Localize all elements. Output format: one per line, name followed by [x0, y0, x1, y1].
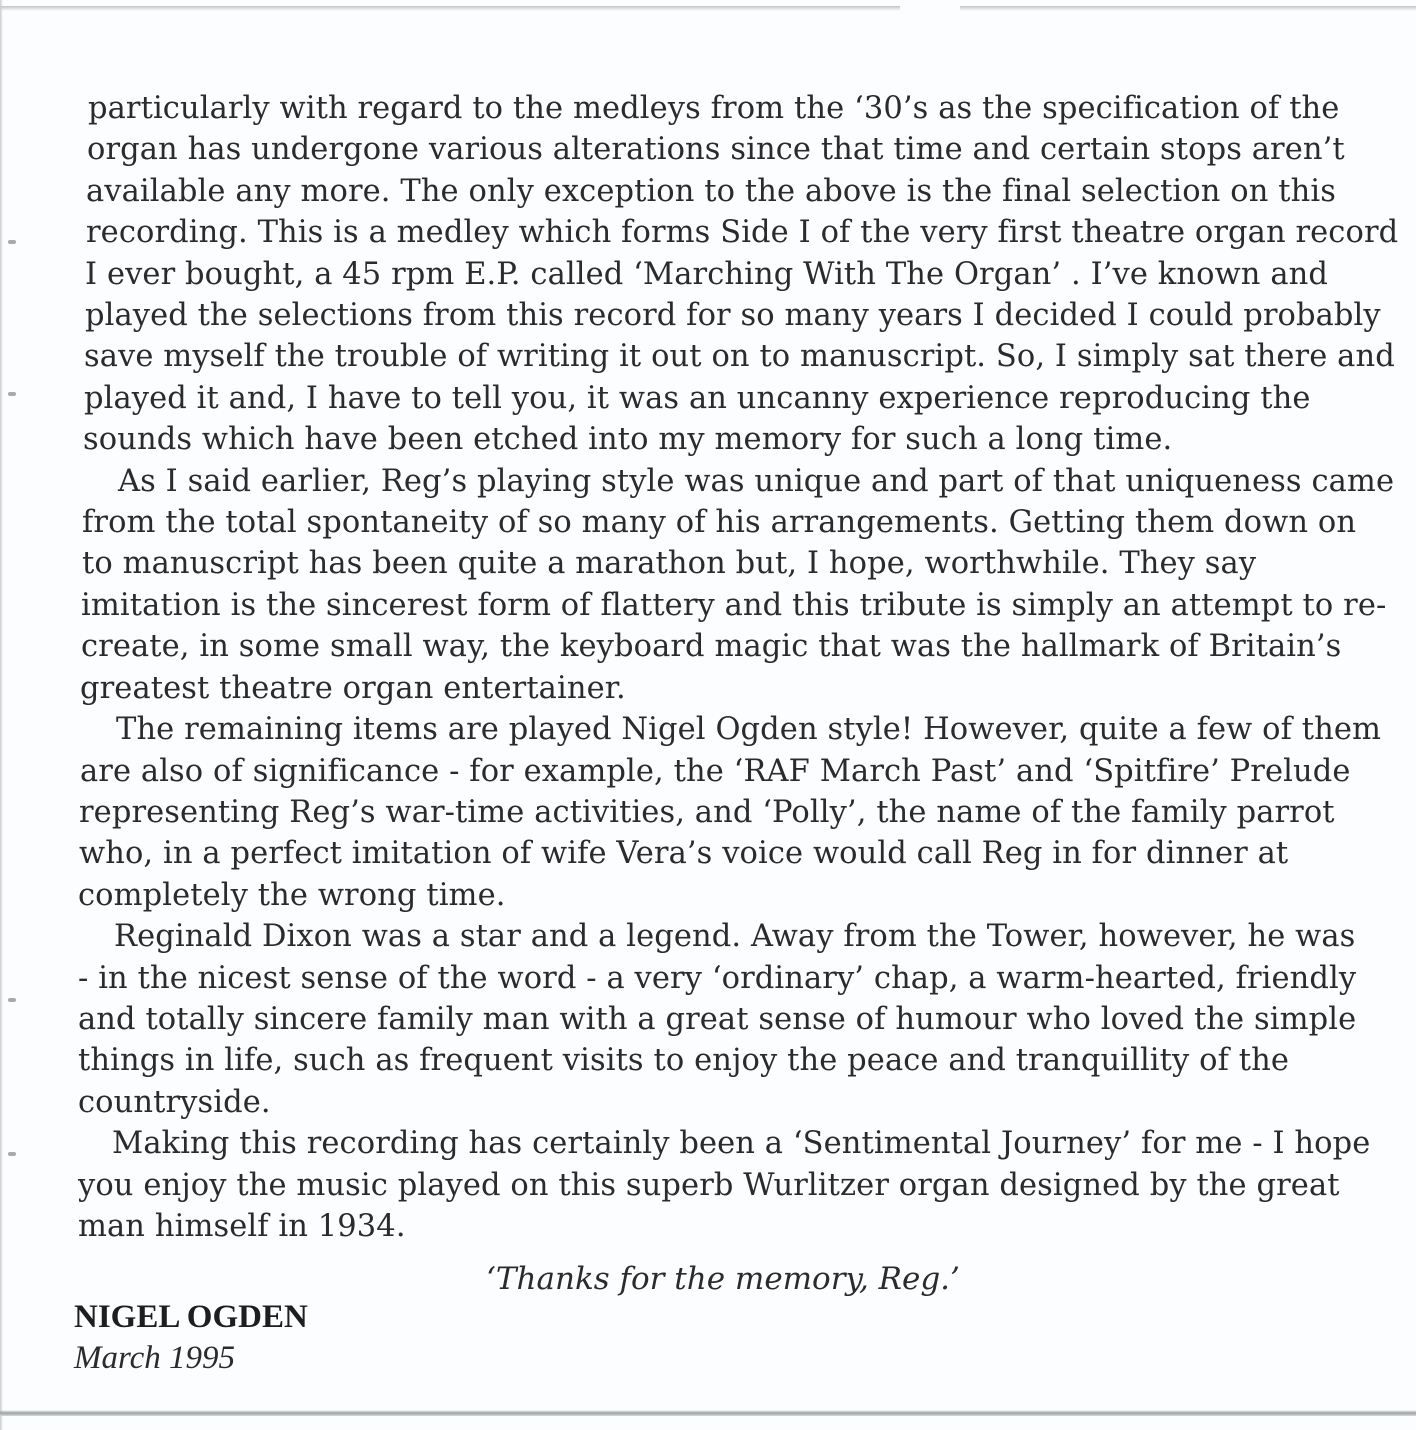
text-line: countryside. [78, 1084, 271, 1120]
text-line: save myself the trouble of writing it out on to manuscript. So, I simply sat there and [84, 339, 1395, 375]
text-line: man himself in 1934. [78, 1208, 406, 1244]
page-left-edge [0, 0, 3, 1430]
text-line: things in life, such as frequent visits to enjoy the peace and tranquillity of the [78, 1043, 1290, 1079]
date-line: March 1995 [74, 1340, 236, 1376]
margin-mark [8, 240, 16, 244]
paragraph-4 [78, 916, 1378, 1123]
body-text [78, 88, 1399, 1247]
text-line: sounds which have been etched into my memory for such a long time. [83, 422, 1173, 458]
text-line: to manuscript has been quite a marathon but, I hope, worthwhile. They say [82, 546, 1257, 582]
margin-mark [8, 998, 16, 1002]
paragraph-3 [78, 709, 1382, 916]
text-line: recording. This is a medley which forms Side I of the very first theatre organ record [86, 215, 1399, 251]
text-line: create, in some small way, the keyboard magic that was the hallmark of Britain’s [81, 629, 1342, 665]
text-line: from the total spontaneity of so many of his arrangements. Getting them down on [82, 505, 1357, 541]
text-line: Making this recording has certainly been a ‘Sentimental Journey’ for me - I hope [112, 1126, 1371, 1162]
text-line: Reginald Dixon was a star and a legend. Away from the Tower, however, he was [114, 919, 1356, 955]
paragraph-1 [78, 88, 1399, 461]
page-top-edge [0, 6, 1416, 11]
paragraph-5 [78, 1123, 1378, 1247]
text-line: greatest theatre organ entertainer. [80, 670, 626, 706]
page-bottom-edge [0, 1410, 1416, 1416]
margin-mark [8, 392, 16, 396]
text-line: As I said earlier, Reg’s playing style was unique and part of that uniqueness came [118, 463, 1395, 499]
text-line: imitation is the sincerest form of flattery and this tribute is simply an attempt to re- [81, 587, 1387, 623]
text-line: The remaining items are played Nigel Ogden style! However, quite a few of them [116, 712, 1382, 748]
margin-mark [8, 1152, 16, 1156]
text-line: - in the nicest sense of the word - a very ‘ordinary’ chap, a warm-hearted, friendly [78, 960, 1357, 996]
text-line: who, in a perfect imitation of wife Vera’s voice would call Reg in for dinner at [79, 836, 1289, 872]
text-line: particularly with regard to the medleys from the ‘30’s as the specification of the [88, 91, 1340, 126]
text-line: available any more. The only exception to the above is the final selection on this [86, 173, 1336, 209]
text-line: completely the wrong time. [78, 877, 506, 913]
signoff-quote: ‘Thanks for the memory, Reg.’ [486, 1261, 960, 1297]
text-line: and totally sincere family man with a great sense of humour who loved the simple [78, 1001, 1357, 1037]
text-line: you enjoy the music played on this superb Wurlitzer organ designed by the great [78, 1167, 1340, 1203]
text-line: played it and, I have to tell you, it was an uncanny experience reproducing the [84, 380, 1311, 416]
page-top-edge-gap [900, 4, 960, 13]
author-name: NIGEL OGDEN [74, 1299, 308, 1335]
text-line: I ever bought, a 45 rpm E.P. called ‘Marching With The Organ’ . I’ve known and [85, 256, 1328, 292]
text-line: representing Reg’s war-time activities, and ‘Polly’, the name of the family parrot [79, 794, 1335, 830]
paragraph-2 [78, 461, 1395, 709]
text-line: played the selections from this record for so many years I decided I could probably [85, 298, 1381, 334]
text-line: organ has undergone various alterations since that time and certain stops aren’t [87, 132, 1345, 168]
text-line: are also of significance - for example, the ‘RAF March Past’ and ‘Spitfire’ Prelude [80, 753, 1351, 789]
